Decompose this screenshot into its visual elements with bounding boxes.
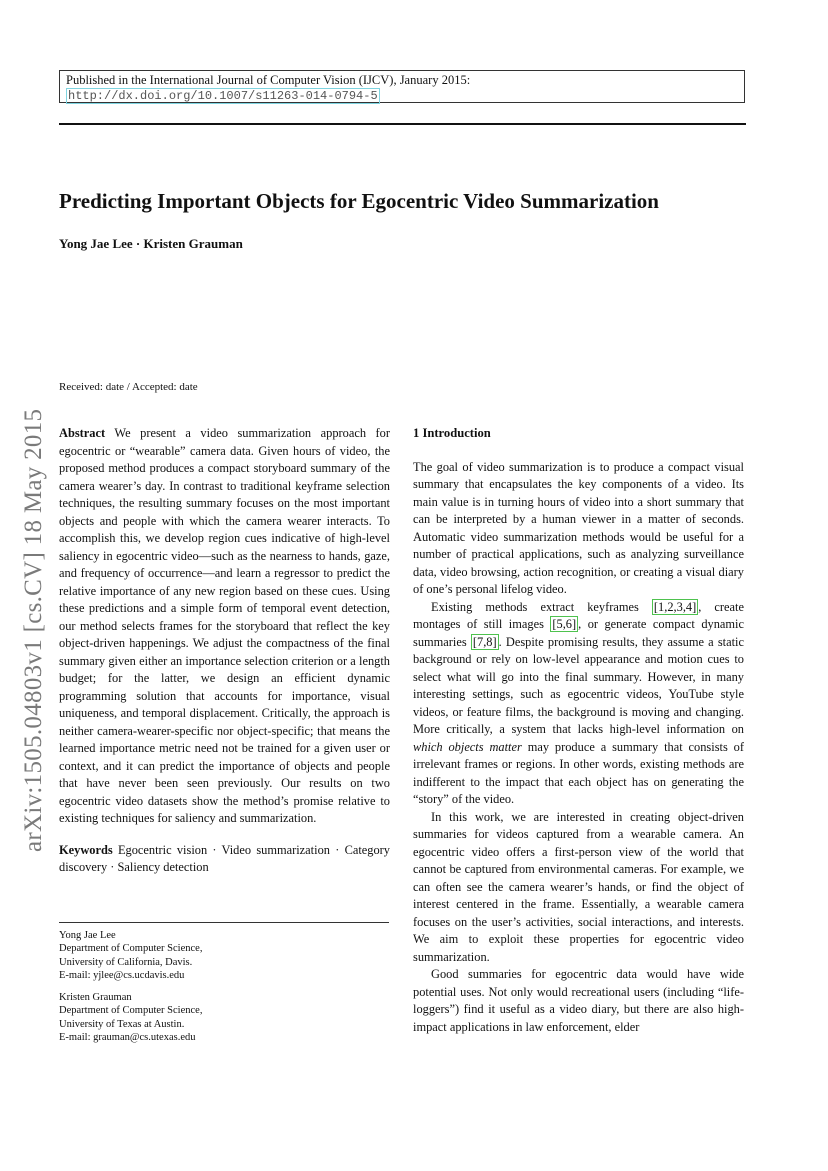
intro-paragraph-3: In this work, we are interested in creating object-driven summaries for videos captured from a wearable camera. An egocentric video offers a first-person view of the world that cannot be captured from environmental cameras. For example, we can often see the camera wearer’s hands, or find the object of interest centered in the frame. Essentially, a wearable camera focuses on the user’s activities, social interactions, and interests. We aim to exploit these properties for egocentric video summarization.	[413, 809, 744, 964]
keywords	[59, 842, 390, 877]
text-run: , or generate compact dynamic summaries	[413, 617, 745, 649]
footnote-line: Kristen Grauman	[59, 992, 132, 1003]
citation-link[interactable]: [1,2,3,4]	[653, 599, 697, 614]
intro-paragraph-4: Good summaries for egocentric data would have wide potential uses. Not only would recreational users (including “life-loggers”) find it useful as a video diary, but there are also high-impact applications in law enforcement, elder	[413, 967, 744, 1034]
footnote-author-1	[59, 929, 389, 983]
footnote-rule	[59, 922, 389, 923]
footnote-line: University of California, Davis.	[59, 956, 193, 968]
footnote-email[interactable]: E-mail: yjlee@cs.ucdavis.edu	[59, 970, 185, 982]
author-list: Yong Jae Lee · Kristen Grauman	[59, 236, 243, 251]
citation-link[interactable]: [7,8]	[472, 634, 497, 649]
footnote-line: Department of Computer Science,	[59, 1005, 203, 1017]
intro-paragraph-2	[413, 599, 744, 809]
text-run: may produce a summary that consists of irrelevant frames or regions. In other words, existing methods are indifferent to the impact that each object has on generating the “story” of the video.	[413, 739, 744, 806]
publication-text: Published in the International Journal of Computer Vision (IJCV), January 2015:	[66, 73, 471, 87]
footnote-author-2	[59, 991, 389, 1045]
text-run: . Despite promising results, they assume a static background or rely on low-level appearance and motion cues to select what will go into the final summary. However, in many interesting settings, such as egocentric videos, YouTube style videos, or feature films, the background is moving and changing. More critically, a system that lacks high-level information on	[413, 634, 745, 736]
footnote-email[interactable]: E-mail: grauman@cs.utexas.edu	[59, 1032, 196, 1044]
footnote-line: Yong Jae Lee	[59, 930, 116, 941]
citation-link[interactable]: [5,6]	[552, 617, 577, 631]
keywords-text: Egocentric vision · Video summarization · Category discovery · Saliency detection	[59, 842, 390, 874]
paper-title: Predicting Important Objects for Egocentric Video Summarization	[59, 189, 659, 213]
section-heading: 1 Introduction	[413, 426, 491, 440]
footnote-line: University of Texas at Austin.	[59, 1018, 185, 1030]
text-run: Existing methods extract keyframes	[431, 599, 652, 614]
intro-paragraph-1: The goal of video summarization is to produce a compact visual summary that encapsulates the key components of a video. Its main value is in turning hours of video into a short summary that can be interpreted by a human viewer in a matter of seconds. Automatic video summarization methods would be useful for a number of practical applications, such as analyzing surveillance data, video browsing, action recognition, or creating a visual diary of one’s personal lifelog video.	[413, 459, 744, 596]
header-rule	[59, 123, 746, 125]
abstract	[59, 425, 390, 828]
right-column	[413, 425, 744, 1036]
text-run: , create montages of still images	[413, 599, 744, 631]
abstract-label: Abstract	[59, 426, 106, 440]
doi-link[interactable]: http://dx.doi.org/10.1007/s11263-014-0794-5	[68, 89, 378, 103]
keywords-label: Keywords	[59, 842, 113, 857]
publication-notice	[59, 70, 745, 103]
received-date: Received: date / Accepted: date	[59, 381, 198, 393]
abstract-text: We present a video summarization approach for egocentric or “wearable” camera data. Given hours of video, the proposed method produces a compact storyboard summary of the camera wearer’s day. In contrast to traditional keyframe selection techniques, the resulting summary focuses on the most important objects and people with which the camera wearer interacts. To accomplish this, we develop region cues indicative of high-level saliency in egocentric video—such as the nearness to hands, gaze, and frequency of occurrence—and learn a regressor to predict the relative importance of any new region based on these cues. Using these predictions and a simple form of temporal event detection, our method selects frames for the storyboard that reflect the key object-driven happenings. We adjust the compactness of the final summary given either an importance selection criterion or a length budget; for the latter, we design an efficient dynamic programming solution that accounts for importance, visual uniqueness, and temporal displacement. Critically, the approach is neither camera-wearer-specific nor object-specific; that means the learned importance metric need not be trained for a given user or context, and it can predict the importance of objects and people that have never been seen previously. Our results on two egocentric video datasets show the method’s promise relative to existing techniques for saliency and summarization.	[59, 426, 390, 825]
emphasis-text: which objects matter	[413, 739, 522, 754]
left-column	[59, 425, 390, 877]
arxiv-stamp: arXiv:1505.04803v1 [cs.CV] 18 May 2015	[20, 408, 47, 852]
footnote-line: Department of Computer Science,	[59, 943, 203, 955]
